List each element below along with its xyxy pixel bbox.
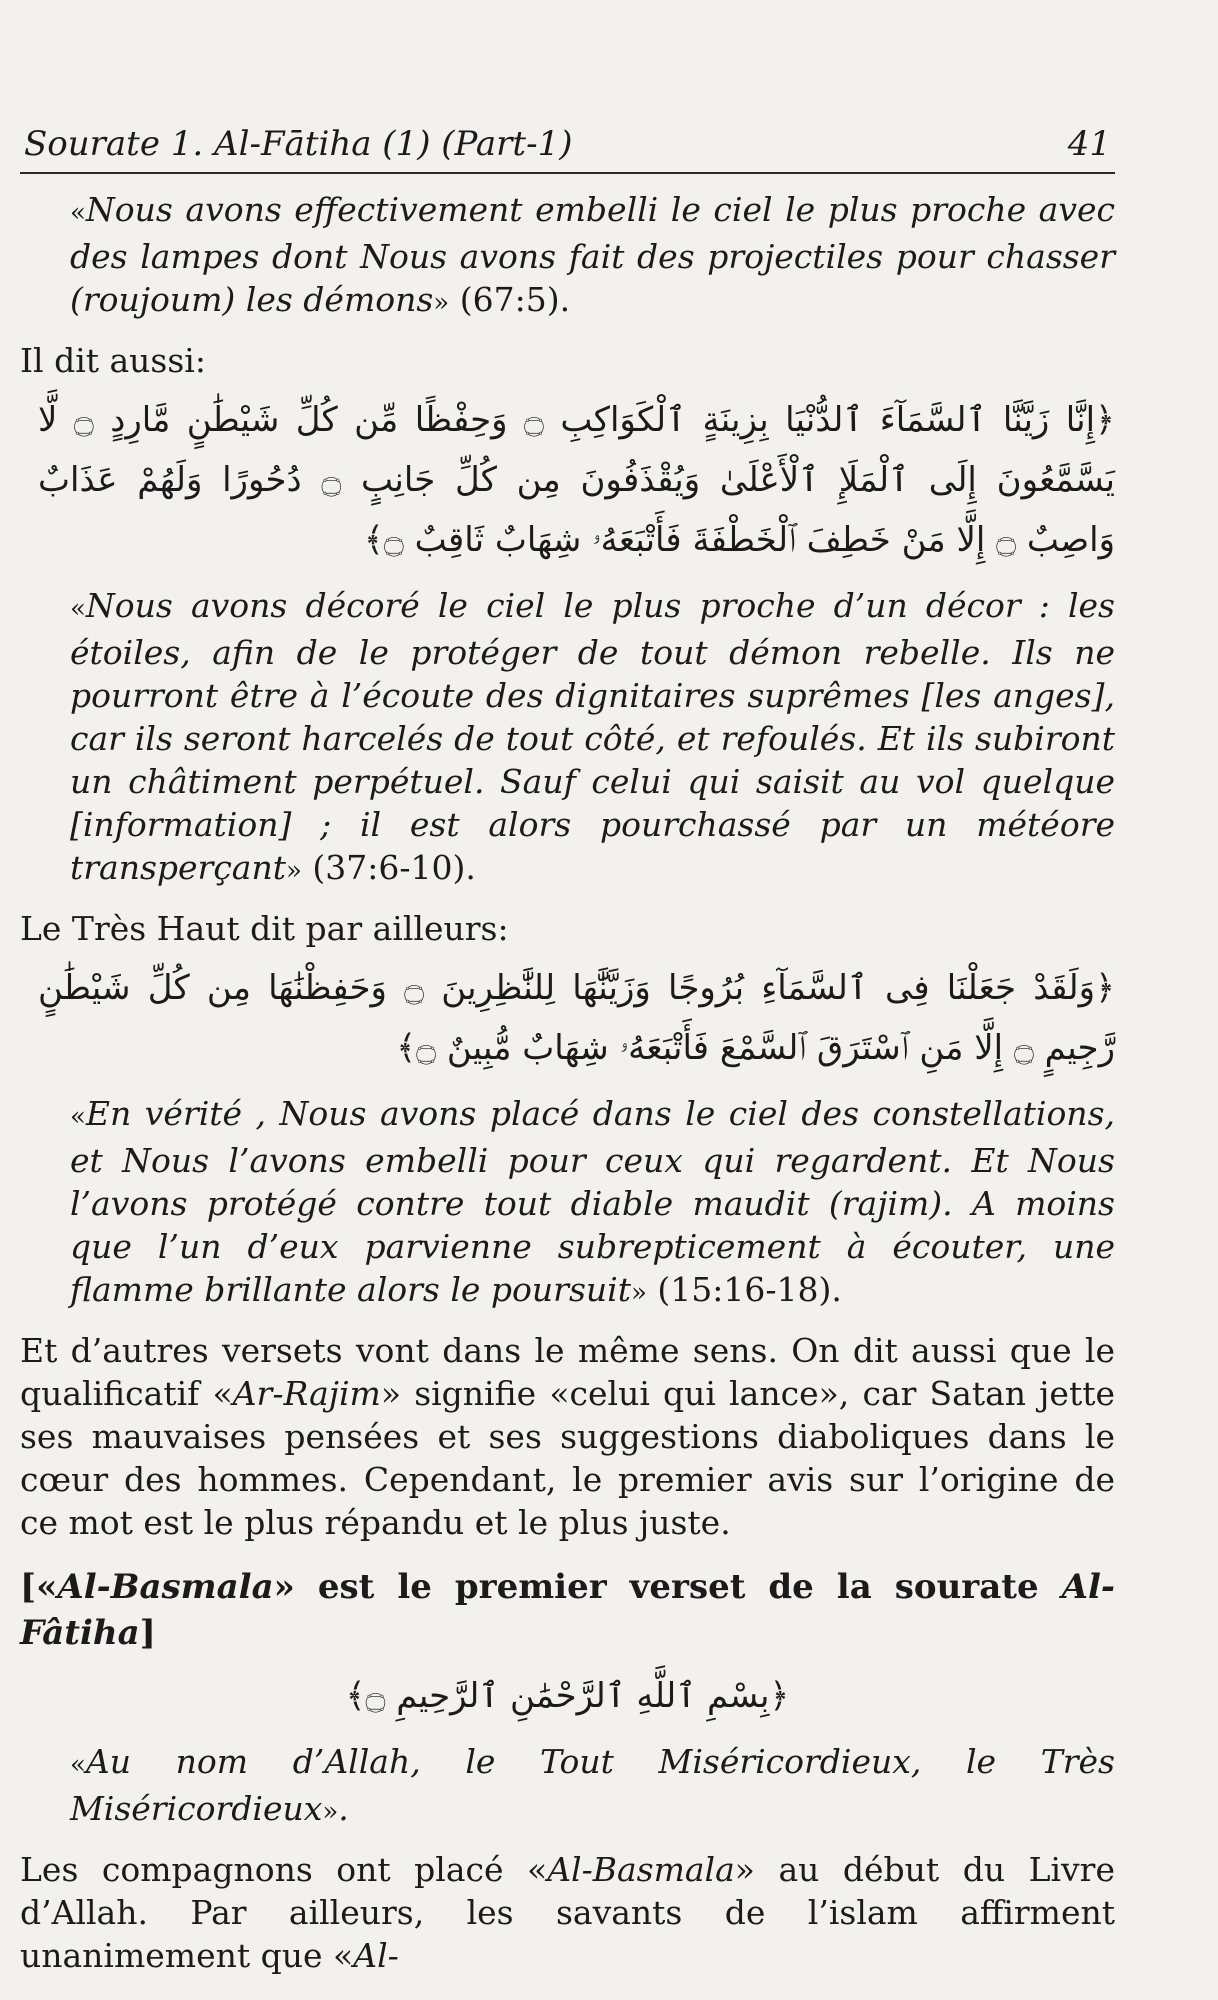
text-run: » signifie «celui qui lance», car Satan jette ses mauvaises pensées et ses suggestions diaboliques dans le cœur des hommes. Cependant, le premier avis sur l’origine de ce mot est le plus répandu et le plus juste. bbox=[20, 1374, 1115, 1542]
chapter-title: Sourate 1. Al-Fātiha (1) (Part-1) bbox=[24, 124, 573, 164]
italic-term: Al-Basmala bbox=[547, 1850, 735, 1889]
paragraph: Il dit aussi: bbox=[20, 341, 206, 380]
verse-reference: (67:5). bbox=[459, 280, 571, 319]
heading-text: » est le premier verset de la sourate bbox=[273, 1567, 1062, 1607]
section-heading bbox=[20, 1564, 1115, 1656]
page-number: 41 bbox=[1067, 124, 1111, 164]
heading-italic: Al-Fâtiha bbox=[20, 1567, 1115, 1653]
text-run: » au début du Livre d’Allah. Par ailleurs, les savants de l’islam affirment unanimement que « bbox=[20, 1850, 1115, 1975]
italic-term: Ar-Rajim bbox=[232, 1374, 381, 1413]
heading-italic: Al-Basmala bbox=[57, 1567, 274, 1607]
verse-reference: (15:16-18). bbox=[657, 1270, 842, 1309]
quote-text: Nous avons effectivement embelli le ciel le plus proche avec des lampes dont Nous avons fait des projectiles pour chasser (roujoum) les démons bbox=[70, 190, 1115, 319]
quote-translation: «Au nom d’Allah, le Tout Miséricordieux, le Très Miséricordieux». bbox=[70, 1742, 1115, 1828]
heading-text: [« bbox=[20, 1567, 58, 1607]
quote-text: Au nom d’Allah, le Tout Miséricordieux, le Très Miséricordieux bbox=[70, 1742, 1115, 1828]
running-header bbox=[20, 120, 1115, 174]
italic-term: Al- bbox=[353, 1936, 399, 1975]
paragraph bbox=[20, 1329, 1115, 1544]
quote-translation: «Nous avons décoré le ciel le plus proche d’un décor : les étoiles, afin de le protéger de tout démon rebelle. Ils ne pourront être à l’écoute des dignitaires suprêmes [les anges], car ils seront harcelés de tout côté, et refoulés. Et ils subiront un châtiment perpétuel. Sauf celui qui saisit au vol quelque [information] ; il est alors pourchassé par un météore transperçant» (37:6-10). bbox=[70, 586, 1115, 887]
book-page bbox=[20, 120, 1115, 1980]
quote-text: En vérité , Nous avons placé dans le ciel des constellations, et Nous l’avons embelli pour ceux qui regardent. Et Nous l’avons protégé contre tout diable maudit (rajim). A moins que l’un d’eux parvienne subrepticement à écouter, une flamme brillante alors le poursuit bbox=[70, 1094, 1115, 1309]
verse-reference: (37:6-10). bbox=[312, 848, 476, 887]
quote-translation: «En vérité , Nous avons placé dans le ciel des constellations, et Nous l’avons embelli pour ceux qui regardent. Et Nous l’avons protégé contre tout diable maudit (rajim). A moins que l’un d’eux parvienne subrepticement à écouter, une flamme brillante alors le poursuit» (15:16-18). bbox=[70, 1094, 1115, 1309]
heading-text: ] bbox=[139, 1613, 156, 1653]
paragraph: Le Très Haut dit par ailleurs: bbox=[20, 909, 509, 948]
arabic-verse: ﴿إِنَّا زَيَّنَّا ٱلسَّمَآءَ ٱلدُّنْيَا بِزِينَةٍ ٱلْكَوَاكِبِ ۝ وَحِفْظًا مِّن كُلِّ شَيْطَٰنٍ مَّارِدٍ ۝ لَّا يَسَّمَّعُونَ إِلَى ٱلْمَلَإِ ٱلْأَعْلَىٰ وَيُقْذَفُونَ مِن كُلِّ جَانِبٍ ۝ دُحُورًا وَلَهُمْ عَذَابٌ وَاصِبٌ ۝ إِلَّا مَنْ خَطِفَ ٱلْخَطْفَةَ فَأَتْبَعَهُۥ شِهَابٌ ثَاقِبٌ ۝﴾ bbox=[38, 400, 1115, 560]
arabic-verse: ﴿وَلَقَدْ جَعَلْنَا فِى ٱلسَّمَآءِ بُرُوجًا وَزَيَّنَّٰهَا لِلنَّٰظِرِينَ ۝ وَحَفِظْنَٰهَا مِن كُلِّ شَيْطَٰنٍ رَّجِيمٍ ۝ إِلَّا مَنِ ٱسْتَرَقَ ٱلسَّمْعَ فَأَتْبَعَهُۥ شِهَابٌ مُّبِينٌ ۝﴾ bbox=[38, 968, 1115, 1068]
text-run: Et d’autres versets vont dans le même sens. On dit aussi que le qualificatif « bbox=[20, 1331, 1115, 1413]
basmala-arabic: ﴿بِسْمِ ٱللَّهِ ٱلرَّحْمَٰنِ ٱلرَّحِيمِ ۝﴾ bbox=[345, 1676, 790, 1716]
text-run: Les compagnons ont placé « bbox=[20, 1850, 548, 1889]
quote-translation: «Nous avons effectivement embelli le ciel le plus proche avec des lampes dont Nous avons fait des projectiles pour chasser (roujoum) les démons» (67:5). bbox=[70, 190, 1115, 319]
quote-text: Nous avons décoré le ciel le plus proche d’un décor : les étoiles, afin de le protéger de tout démon rebelle. Ils ne pourront être à l’écoute des dignitaires suprêmes [les anges], car ils seront harcelés de tout côté, et refoulés. Et ils subiront un châtiment perpétuel. Sauf celui qui saisit au vol quelque [information] ; il est alors pourchassé par un météore transperçant bbox=[70, 586, 1115, 887]
paragraph bbox=[20, 1848, 1115, 1977]
